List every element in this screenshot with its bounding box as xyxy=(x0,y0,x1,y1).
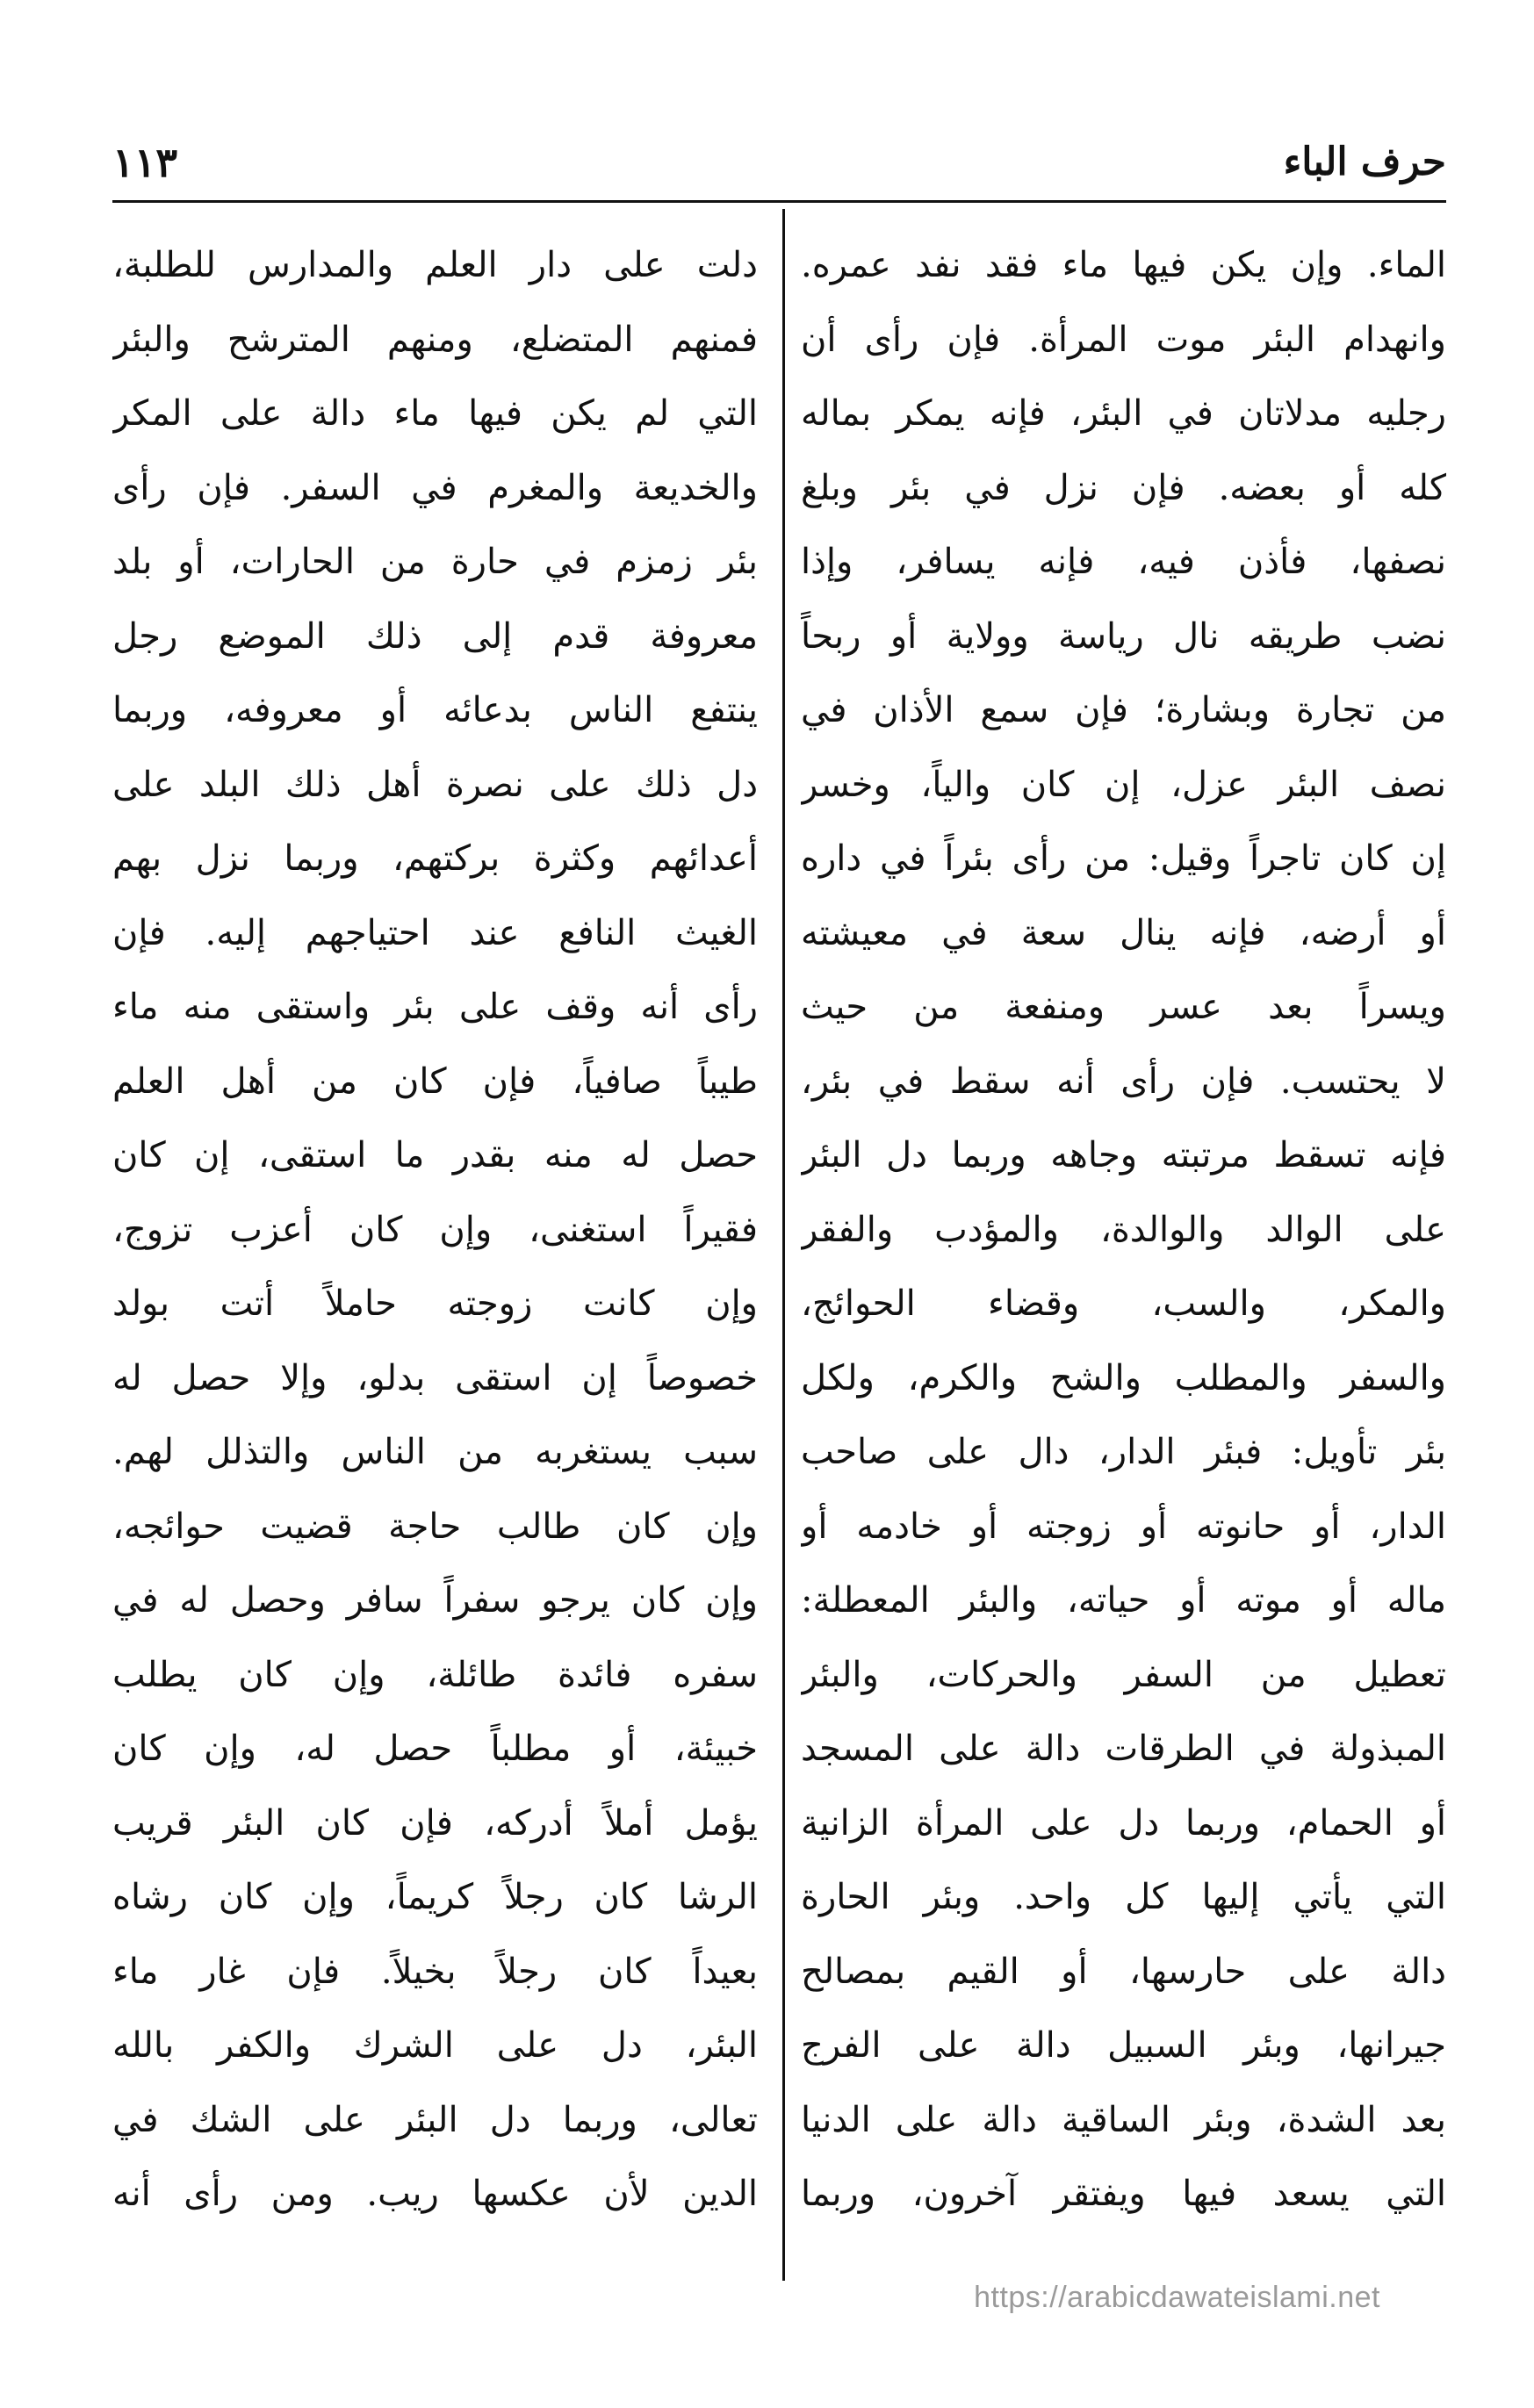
text-line: الماء. وإن يكن فيها ماء فقد نفد عمره. xyxy=(801,245,1446,285)
left-text-column xyxy=(112,228,758,2232)
text-line: يؤمل أملاً أدركه، فإن كان البئر قريب xyxy=(112,1802,758,1844)
text-line: بئر زمزم في حارة من الحارات، أو بلد xyxy=(112,542,758,582)
text-line: نصفها، فأذن فيه، فإنه يسافر، وإذا xyxy=(801,542,1446,582)
text-line: أو الحمام، وربما دل على المرأة الزانية xyxy=(801,1802,1446,1844)
page-number: ١١٣ xyxy=(112,139,178,186)
text-line: خبيئة، أو مطلباً حصل له، وإن كان xyxy=(112,1729,758,1769)
text-line: بعد الشدة، وبئر الساقية دالة على الدنيا xyxy=(801,2099,1446,2140)
text-line: ماله أو موته أو حياته، والبئر المعطلة: xyxy=(801,1580,1446,1621)
text-line: التي لم يكن فيها ماء دالة على المكر xyxy=(112,393,758,434)
text-line: ويسراً بعد عسر ومنفعة من حيث xyxy=(801,987,1446,1027)
text-line: فإنه تسقط مرتبته وجاهه وربما دل البئر xyxy=(801,1135,1446,1175)
text-line: فمنهم المتضلع، ومنهم المترشح والبئر xyxy=(112,319,758,360)
column-divider xyxy=(782,209,785,2281)
text-line: دلت على دار العلم والمدارس للطلبة، xyxy=(112,245,758,285)
text-line: والسفر والمطلب والشح والكرم، ولكل xyxy=(801,1357,1446,1398)
text-line: التي يسعد فيها ويفتقر آخرون، وربما xyxy=(801,2174,1446,2214)
text-line: سبب يستغربه من الناس والتذلل لهم. xyxy=(112,1432,758,1472)
text-line: إن كان تاجراً وقيل: من رأى بئراً في داره xyxy=(801,838,1446,879)
text-line: تعالى، وربما دل البئر على الشك في xyxy=(112,2099,758,2140)
text-line: كله أو بعضه. فإن نزل في بئر وبلغ xyxy=(801,467,1446,508)
text-line: والمكر، والسب، وقضاء الحوائج، xyxy=(801,1283,1446,1324)
text-line: لا يحتسب. فإن رأى أنه سقط في بئر، xyxy=(801,1060,1446,1102)
text-line: بعيداً كان رجلاً بخيلاً. فإن غار ماء xyxy=(112,1951,758,1992)
text-line: فقيراً استغنى، وإن كان أعزب تزوج، xyxy=(112,1209,758,1250)
text-line: الدين لأن عكسها ريب. ومن رأى أنه xyxy=(112,2174,758,2214)
text-line: معروفة قدم إلى ذلك الموضع رجل xyxy=(112,615,758,657)
text-line: دل ذلك على نصرة أهل ذلك البلد على xyxy=(112,764,758,805)
text-line: وانهدام البئر موت المرأة. فإن رأى أن xyxy=(801,319,1446,360)
text-line: وإن كان يرجو سفراً سافر وحصل له في xyxy=(112,1580,758,1621)
text-line: البئر، دل على الشرك والكفر بالله xyxy=(112,2025,758,2066)
text-line: وإن كانت زوجته حاملاً أتت بولد xyxy=(112,1283,758,1324)
text-line: التي يأتي إليها كل واحد. وبئر الحارة xyxy=(801,1877,1446,1917)
text-line: على الوالد والوالدة، والمؤدب والفقر xyxy=(801,1209,1446,1250)
text-line: والخديعة والمغرم في السفر. فإن رأى xyxy=(112,467,758,508)
running-title: حرف الباء xyxy=(1283,140,1446,184)
text-line: بئر تأويل: فبئر الدار، دال على صاحب xyxy=(801,1432,1446,1472)
text-line: تعطيل من السفر والحركات، والبئر xyxy=(801,1654,1446,1695)
text-line: أعدائهم وكثرة بركتهم، وربما نزل بهم xyxy=(112,838,758,879)
text-line: دالة على حارسها، أو القيم بمصالح xyxy=(801,1951,1446,1992)
text-line: ينتفع الناس بدعائه أو معروفه، وربما xyxy=(112,690,758,730)
text-line: نصف البئر عزل، إن كان والياً، وخسر xyxy=(801,764,1446,805)
text-line: جيرانها، وبئر السبيل دالة على الفرج xyxy=(801,2025,1446,2066)
text-line: خصوصاً إن استقى بدلو، وإلا حصل له xyxy=(112,1357,758,1398)
page-header xyxy=(112,132,1446,193)
text-line: حصل له منه بقدر ما استقى، إن كان xyxy=(112,1135,758,1175)
text-line: من تجارة وبشارة؛ فإن سمع الأذان في xyxy=(801,690,1446,730)
text-line: طيباً صافياً، فإن كان من أهل العلم xyxy=(112,1060,758,1102)
header-rule xyxy=(112,200,1446,203)
text-line: نضب طريقه نال رياسة وولاية أو ربحاً xyxy=(801,615,1446,657)
right-text-column xyxy=(801,228,1446,2232)
text-line: الدار، أو حانوته أو زوجته أو خادمه أو xyxy=(801,1506,1446,1547)
text-line: الغيث النافع عند احتياجهم إليه. فإن xyxy=(112,912,758,953)
text-line: رجليه مدلاتان في البئر، فإنه يمكر بماله xyxy=(801,393,1446,434)
text-line: رأى أنه وقف على بئر واستقى منه ماء xyxy=(112,987,758,1027)
watermark-url: https://arabicdawateislami.net xyxy=(974,2281,1380,2314)
text-line: المبذولة في الطرقات دالة على المسجد xyxy=(801,1729,1446,1769)
text-line: سفره فائدة طائلة، وإن كان يطلب xyxy=(112,1654,758,1695)
text-line: وإن كان طالب حاجة قضيت حوائجه، xyxy=(112,1506,758,1547)
text-line: أو أرضه، فإنه ينال سعة في معيشته xyxy=(801,912,1446,953)
text-line: الرشا كان رجلاً كريماً، وإن كان رشاه xyxy=(112,1877,758,1917)
